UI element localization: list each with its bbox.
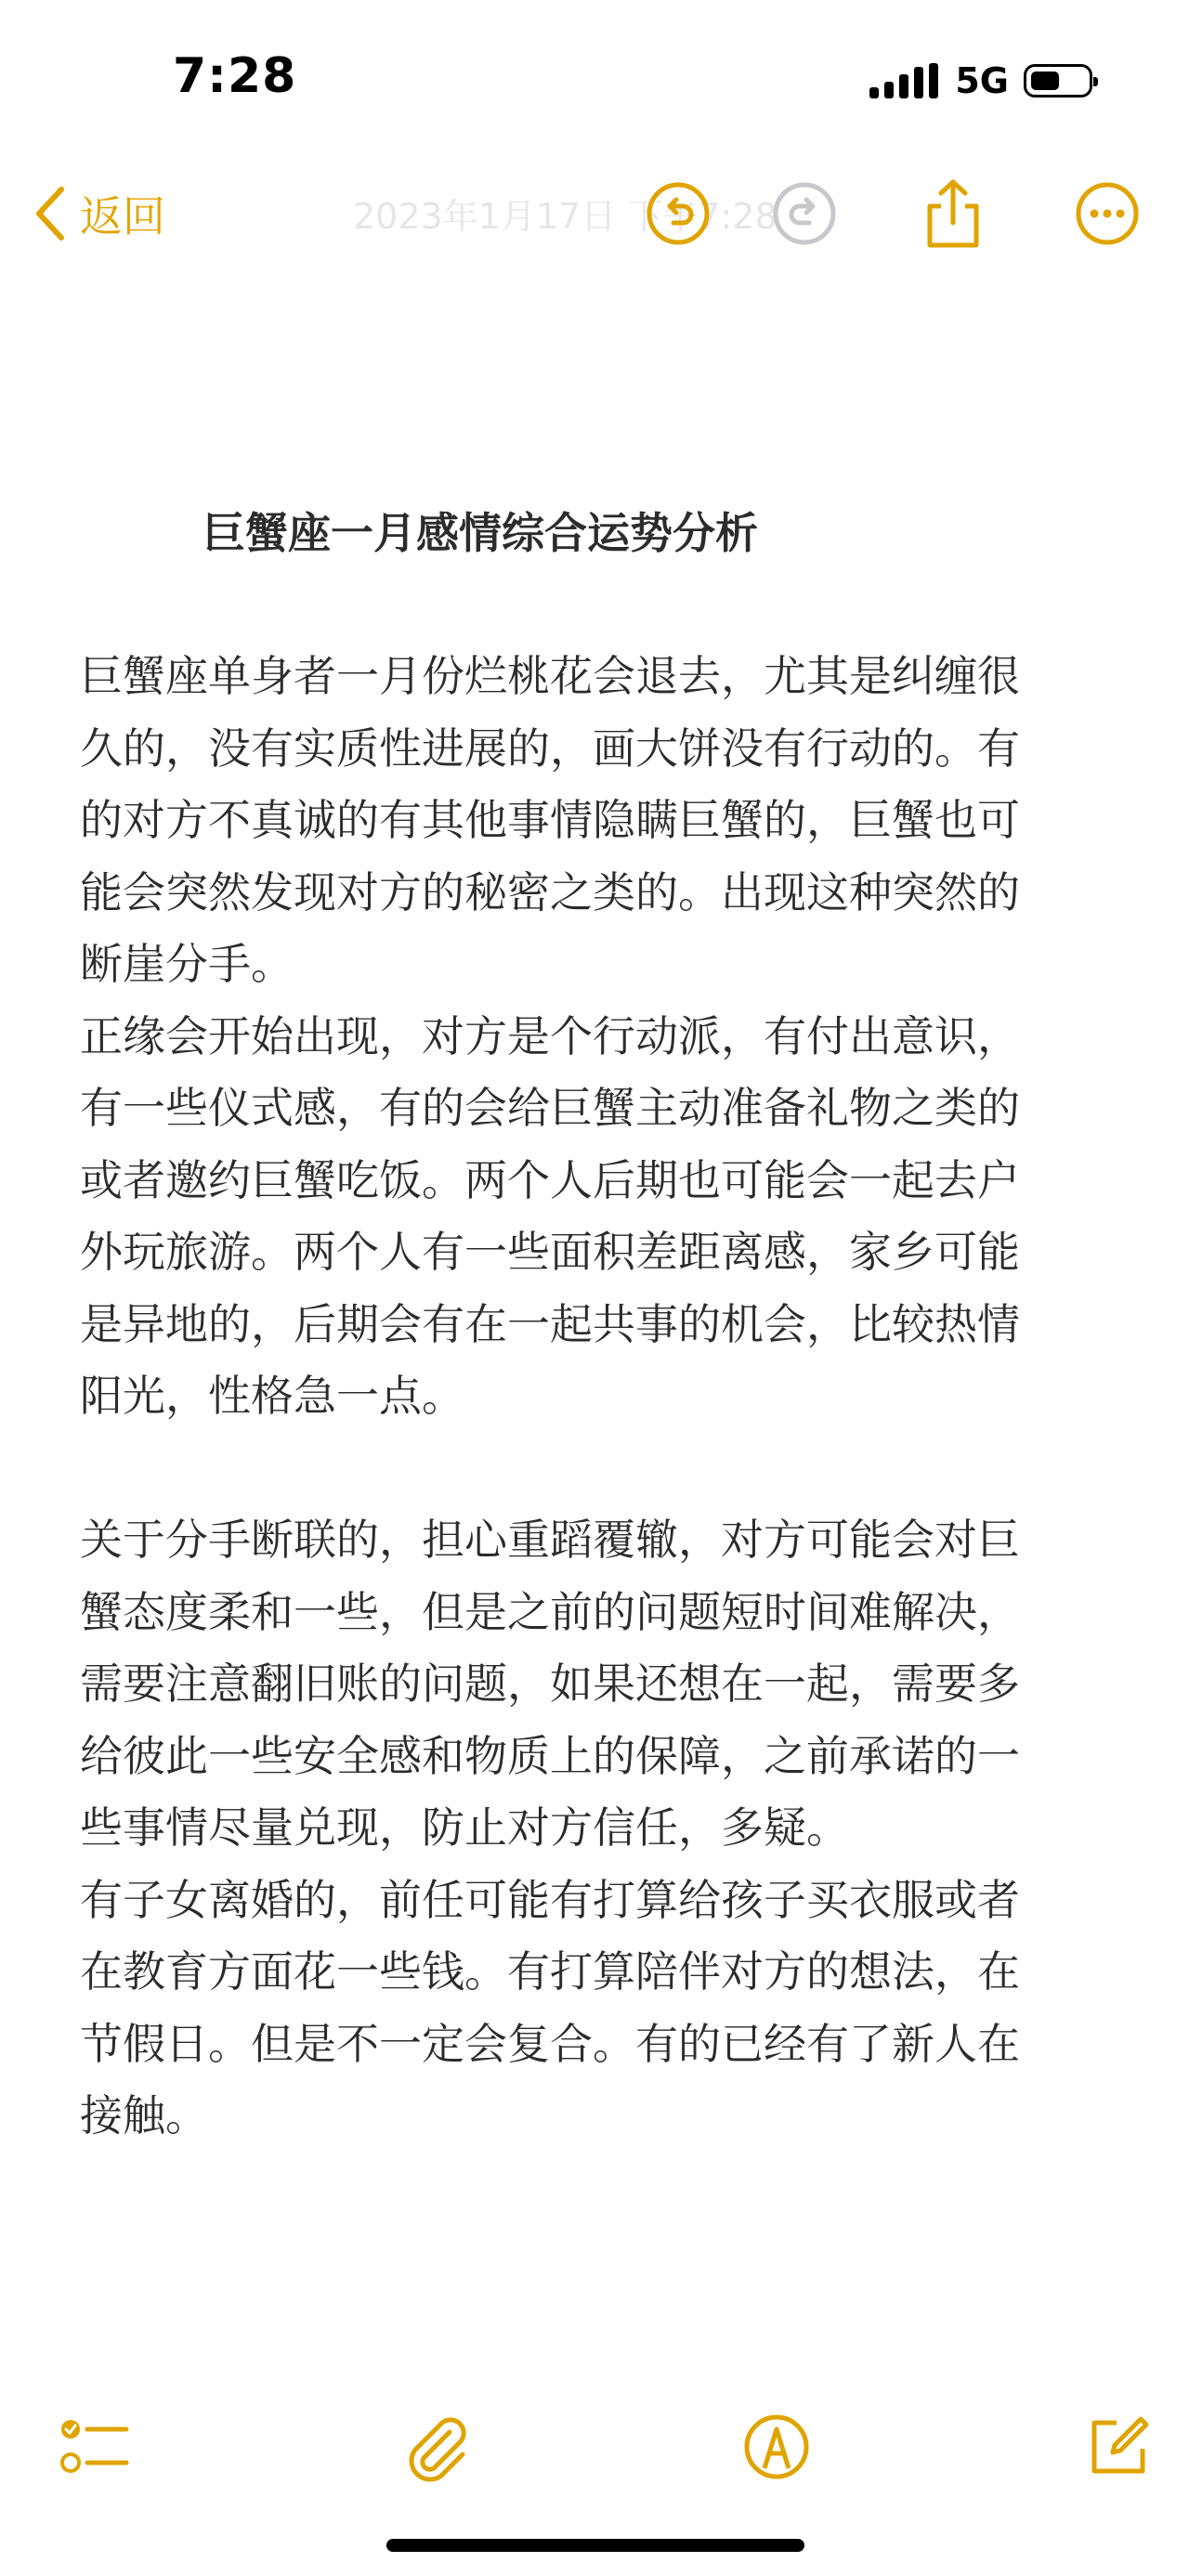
back-label: 返回 (80, 191, 165, 241)
note-line: 外玩旅游。两个人有一些面积差距离感，家乡可能 (80, 1227, 1020, 1277)
markup-pen-icon (742, 2413, 811, 2481)
signal-strength-icon (869, 63, 938, 98)
status-time: 7:28 (173, 48, 297, 104)
note-line: 有一些仪式感，有的会给巨蟹主动准备礼物之类的 (80, 1083, 1020, 1133)
note-line: 关于分手断联的，担心重蹈覆辙，对方可能会对巨 (80, 1515, 1020, 1565)
checklist-icon (59, 2414, 130, 2479)
note-line: 的对方不真诚的有其他事情隐瞒巨蟹的，巨蟹也可 (80, 795, 1020, 845)
back-button[interactable] (33, 176, 165, 251)
note-line-blank (80, 1433, 1139, 1505)
note-line: 在教育方面花一些钱。有打算陪伴对方的想法，在 (80, 1946, 1020, 1997)
compose-icon (1085, 2413, 1152, 2480)
note-nav-bar (0, 158, 1189, 269)
network-type: 5G (955, 60, 1009, 101)
note-body[interactable] (80, 641, 1139, 2153)
note-line: 是异地的，后期会有在一起共事的机会，比较热情 (80, 1298, 1020, 1349)
undo-icon (646, 181, 711, 246)
chevron-left-icon (33, 186, 67, 241)
undo-button[interactable] (641, 176, 715, 251)
note-line: 断崖分手。 (80, 939, 294, 989)
note-line: 正缘会开始出现，对方是个行动派，有付出意识， (80, 1010, 1020, 1061)
redo-icon (772, 181, 837, 246)
share-button[interactable] (916, 176, 990, 251)
note-line: 久的，没有实质性进展的，画大饼没有行动的。有 (80, 722, 1020, 774)
redo-button[interactable] (767, 176, 842, 251)
note-line: 需要注意翻旧账的问题，如果还想在一起，需要多 (80, 1659, 1020, 1709)
battery-icon (1024, 64, 1092, 98)
compose-button[interactable] (1081, 2410, 1156, 2484)
note-title[interactable]: 巨蟹座一月感情综合运势分析 (203, 508, 758, 558)
note-line: 或者邀约巨蟹吃饭。两个人后期也可能会一起去户 (80, 1154, 1020, 1205)
note-line: 节假日。但是不一定会复合。有的已经有了新人在 (80, 2018, 1020, 2069)
paperclip-icon (401, 2412, 472, 2482)
note-line: 些事情尽量兑现，防止对方信任，多疑。 (80, 1802, 849, 1853)
note-line: 蟹态度柔和一些，但是之前的问题短时间难解决， (80, 1586, 1020, 1637)
status-indicators (869, 58, 1092, 104)
status-bar (0, 0, 1189, 149)
note-line: 给彼此一些安全感和物质上的保障，之前承诺的一 (80, 1730, 1020, 1781)
markup-button[interactable] (739, 2410, 814, 2484)
note-line: 接触。 (80, 2090, 208, 2140)
more-button[interactable] (1070, 176, 1144, 251)
share-icon (922, 178, 984, 249)
note-line: 阳光，性格急一点。 (80, 1371, 464, 1421)
home-indicator[interactable] (386, 2539, 804, 2552)
note-line: 巨蟹座单身者一月份烂桃花会退去，尤其是纠缠很 (80, 651, 1020, 701)
note-line: 能会突然发现对方的秘密之类的。出现这种突然的 (80, 866, 1020, 917)
more-icon (1075, 181, 1140, 246)
note-line: 有子女离婚的，前任可能有打算给孩子买衣服或者 (80, 1874, 1020, 1925)
bottom-toolbar (0, 2405, 1189, 2489)
checklist-button[interactable] (58, 2410, 132, 2484)
note-date: 2023年1月17日 下午7:28 (353, 196, 777, 237)
attachment-button[interactable] (399, 2410, 474, 2484)
